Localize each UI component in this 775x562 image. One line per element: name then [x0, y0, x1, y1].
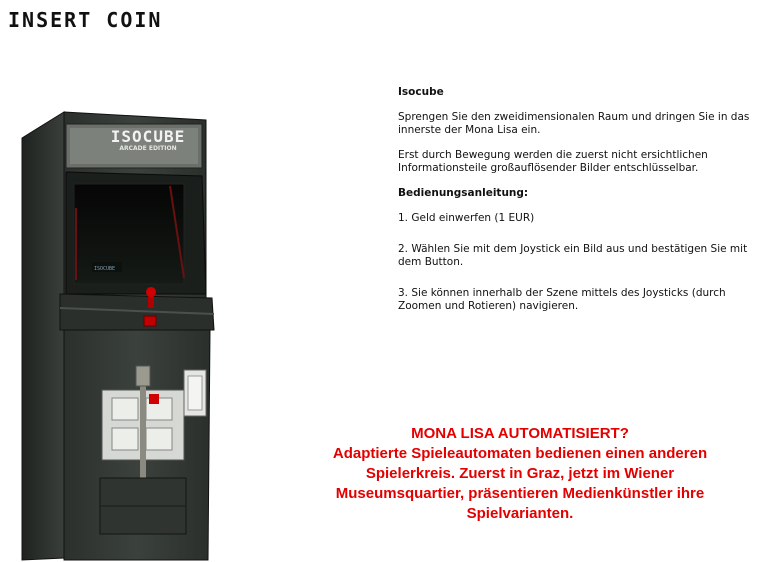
headline-line: Museumsquartier, präsentieren Medienkünstler ihre — [335, 485, 705, 502]
info-title: Isocube — [398, 86, 444, 98]
arcade-cabinet-image — [20, 108, 240, 562]
instruction-step-1: 1. Geld einwerfen (1 EUR) — [398, 212, 535, 224]
headline-line: Spielerkreis. Zuerst in Graz, jetzt im Wiener — [365, 465, 675, 482]
page-title: INSERT COIN — [8, 8, 163, 32]
cabinet-marquee-subtitle: ARCADE EDITION — [119, 145, 177, 152]
info-intro-2: Erst durch Bewegung werden die zuerst nicht ersichtlichen Informationsteile großauflösender Bilder entschlüsselbar. — [398, 149, 708, 174]
instruction-step-3: 3. Sie können innerhalb der Szene mittels des Joysticks (durch Zoomen und Rotieren) navigieren. — [398, 287, 726, 312]
cabinet-marquee-title: ISOCUBE — [110, 127, 186, 146]
headline-block — [300, 424, 740, 524]
svg-text:ISOCUBE: ISOCUBE — [94, 266, 116, 272]
instruction-step-2: 2. Wählen Sie mit dem Joystick ein Bild aus und bestätigen Sie mit dem Button. — [398, 243, 748, 268]
headline-line: Adaptierte Spieleautomaten bedienen einen anderen — [332, 445, 708, 462]
headline-title: MONA LISA AUTOMATISIERT? — [411, 425, 629, 442]
instructions-heading: Bedienungsanleitung: — [398, 187, 529, 199]
cabinet-marquee — [102, 127, 194, 152]
info-intro-1: Sprengen Sie den zweidimensionalen Raum und dringen Sie in das innerste der Mona Lisa ein. — [398, 111, 750, 136]
headline-line: Spielvarianten. — [466, 505, 574, 522]
info-panel — [398, 86, 772, 331]
